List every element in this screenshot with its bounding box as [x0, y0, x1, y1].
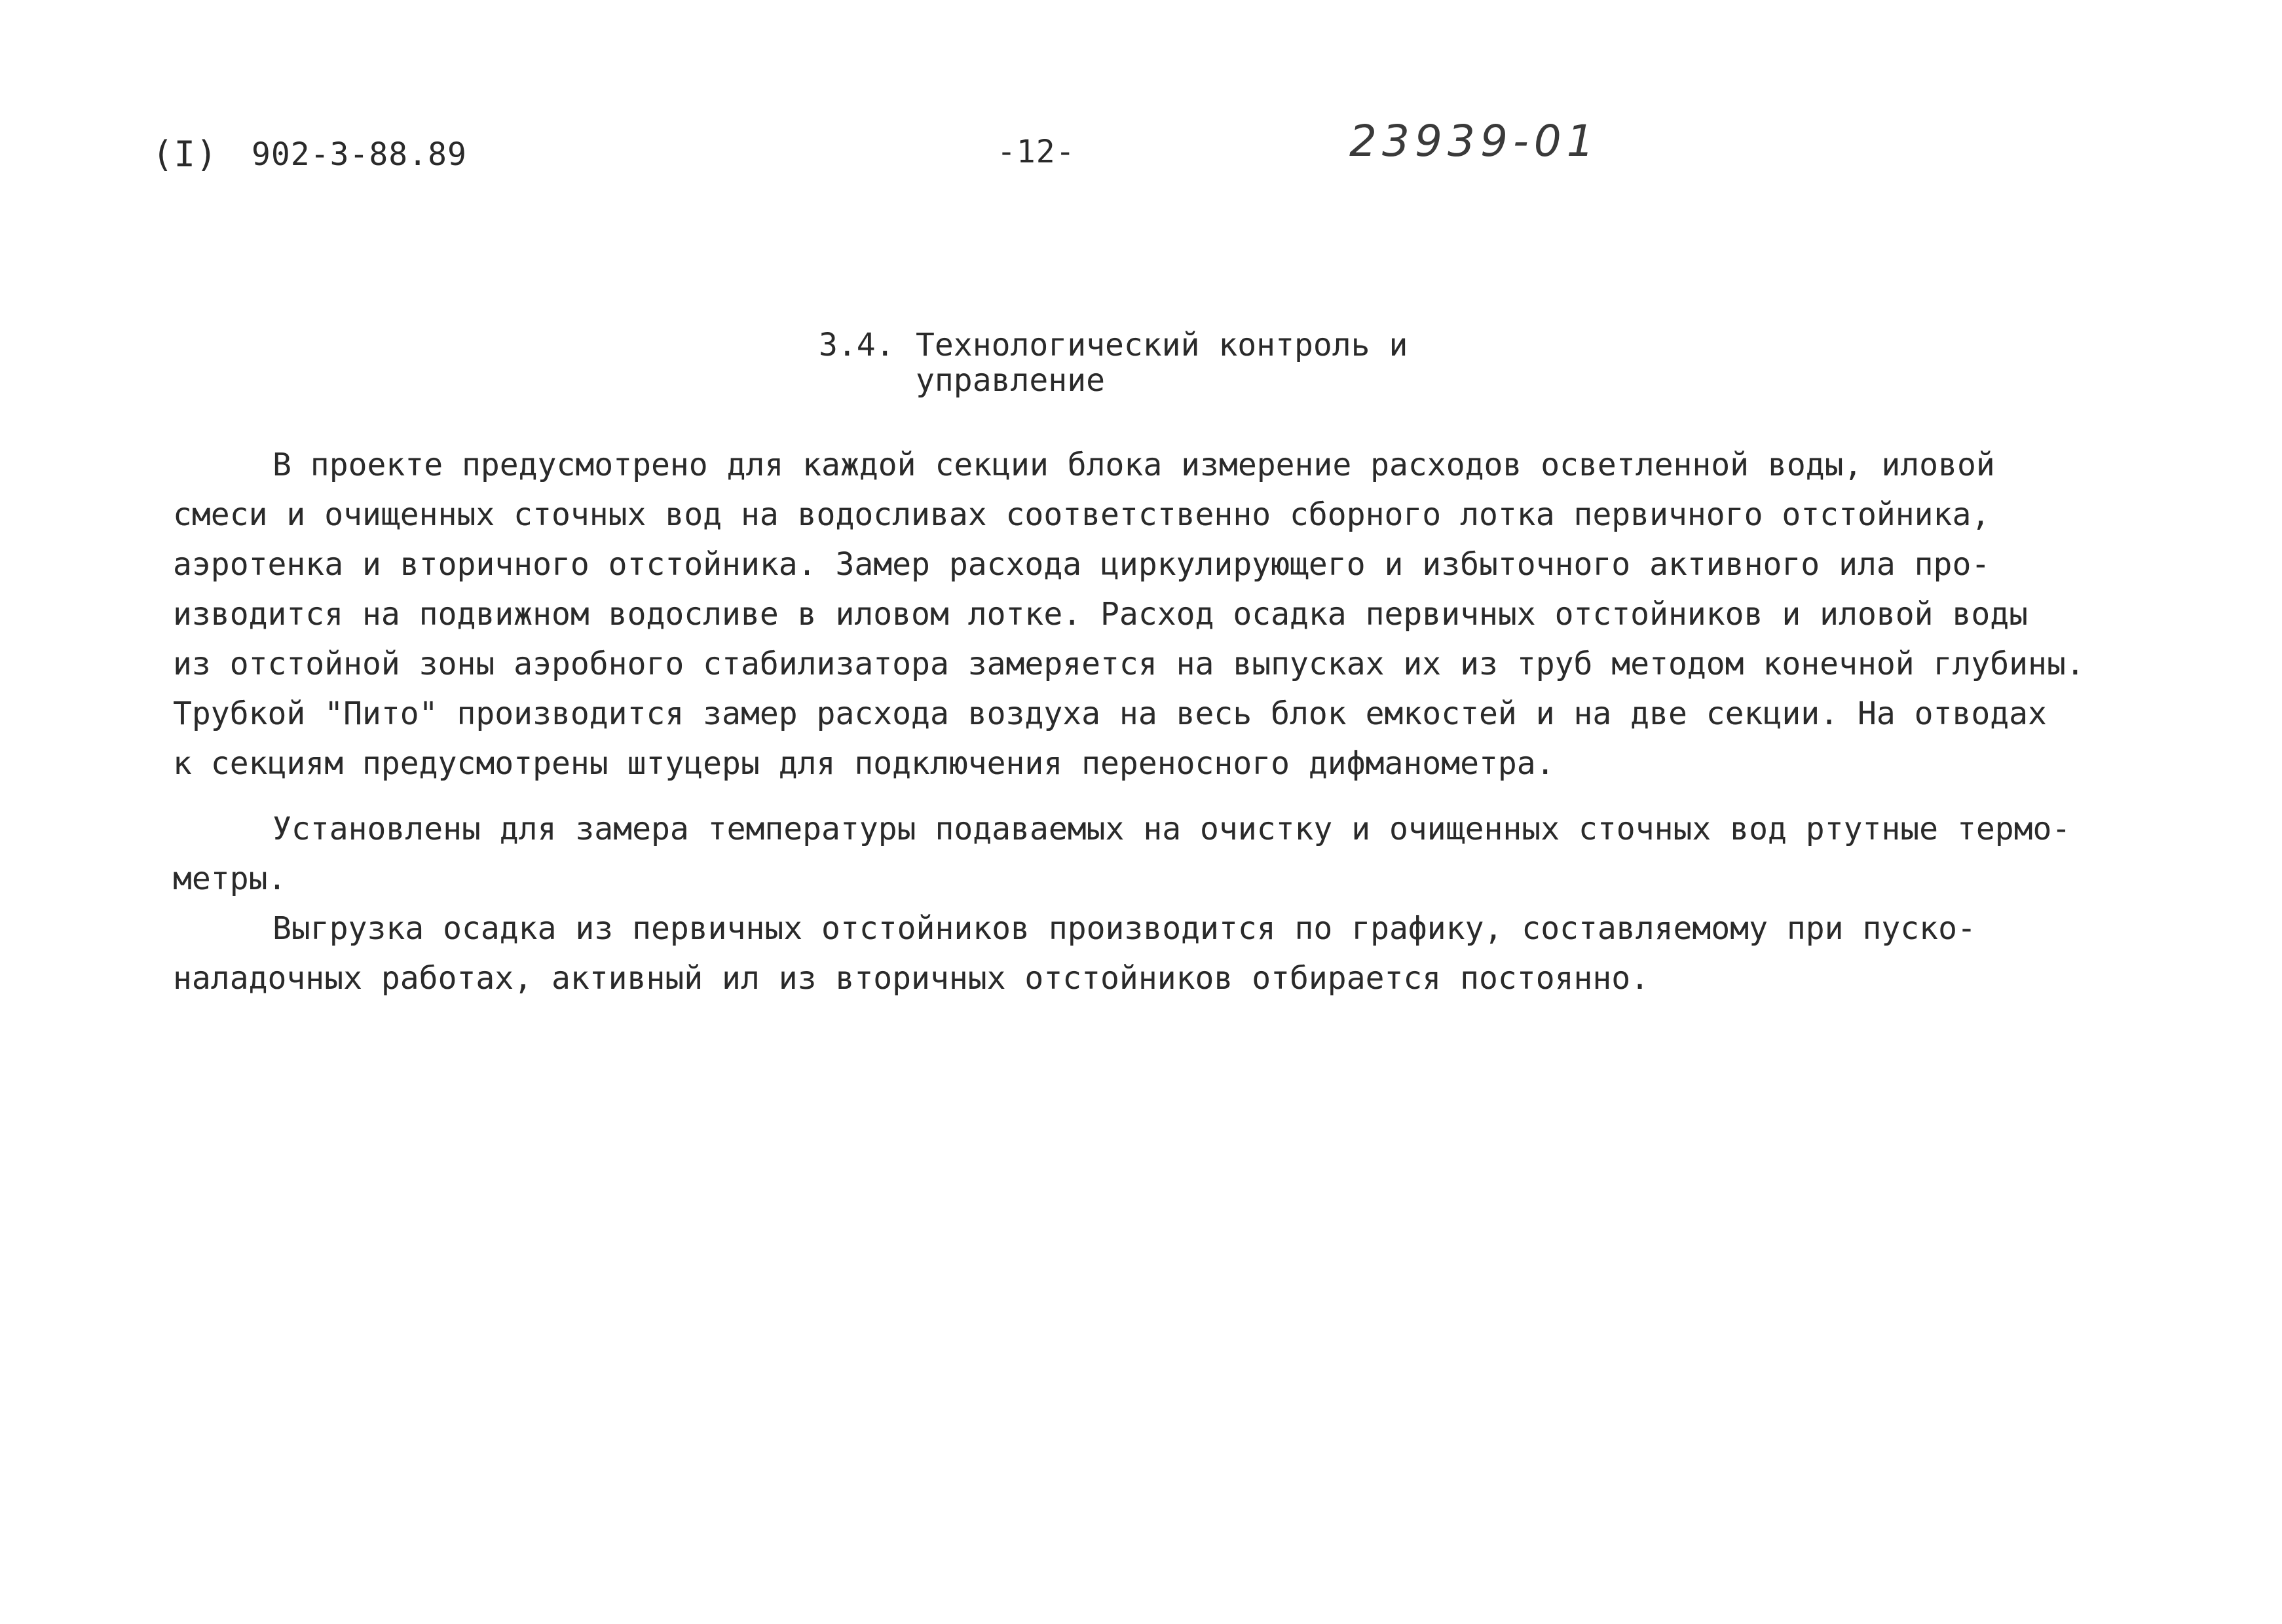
header-document-code: 902-3-88.89	[252, 136, 467, 173]
paragraph-line: наладочных работах, активный ил из вторичных отстойников отбирается постоянно.	[173, 960, 1650, 997]
header-code-prefix: (I)	[152, 134, 218, 175]
paragraph-line: к секциям предусмотрены штуцеры для подключения переносного дифманометра.	[173, 745, 1555, 782]
header-page-number: -12-	[997, 134, 1076, 170]
paragraph-1	[173, 440, 2210, 788]
header-inventory-number: 23939-01	[1349, 116, 1599, 166]
section-title-line2: управление	[916, 362, 1105, 399]
paragraph-line: В проекте предусмотрено для каждой секции блока измерение расходов осветленной воды, иловой	[272, 447, 1995, 483]
paragraph-line: из отстойной зоны аэробного стабилизатора замеряется на выпусках их из труб методом конечной глубины.	[173, 646, 2085, 682]
paragraph-line: Трубкой "Пито" производится замер расхода воздуха на весь блок емкостей и на две секции. На отводах	[173, 695, 2047, 732]
section-title-line1	[819, 327, 1408, 363]
section-title-text: Технологический контроль и	[916, 327, 1408, 363]
paragraph-3	[173, 904, 2210, 1003]
section-title	[819, 327, 1408, 398]
paragraph-2	[173, 804, 2210, 904]
paragraph-line: метры.	[173, 860, 287, 897]
paragraph-line: смеси и очищенных сточных вод на водосливах соответственно сборного лотка первичного отстойника,	[173, 496, 1991, 533]
paragraph-line: Выгрузка осадка из первичных отстойников производится по графику, составляемому при пуско-	[272, 910, 1976, 947]
paragraph-line: аэротенка и вторичного отстойника. Замер расхода циркулирующего и избыточного активного ила про-	[173, 546, 1991, 583]
paragraph-line: изводится на подвижном водосливе в иловом лотке. Расход осадка первичных отстойников и иловой воды	[173, 596, 2029, 633]
section-number: 3.4.	[819, 327, 895, 363]
paragraph-line: Установлены для замера температуры подаваемых на очистку и очищенных сточных вод ртутные термо-	[272, 811, 2071, 847]
